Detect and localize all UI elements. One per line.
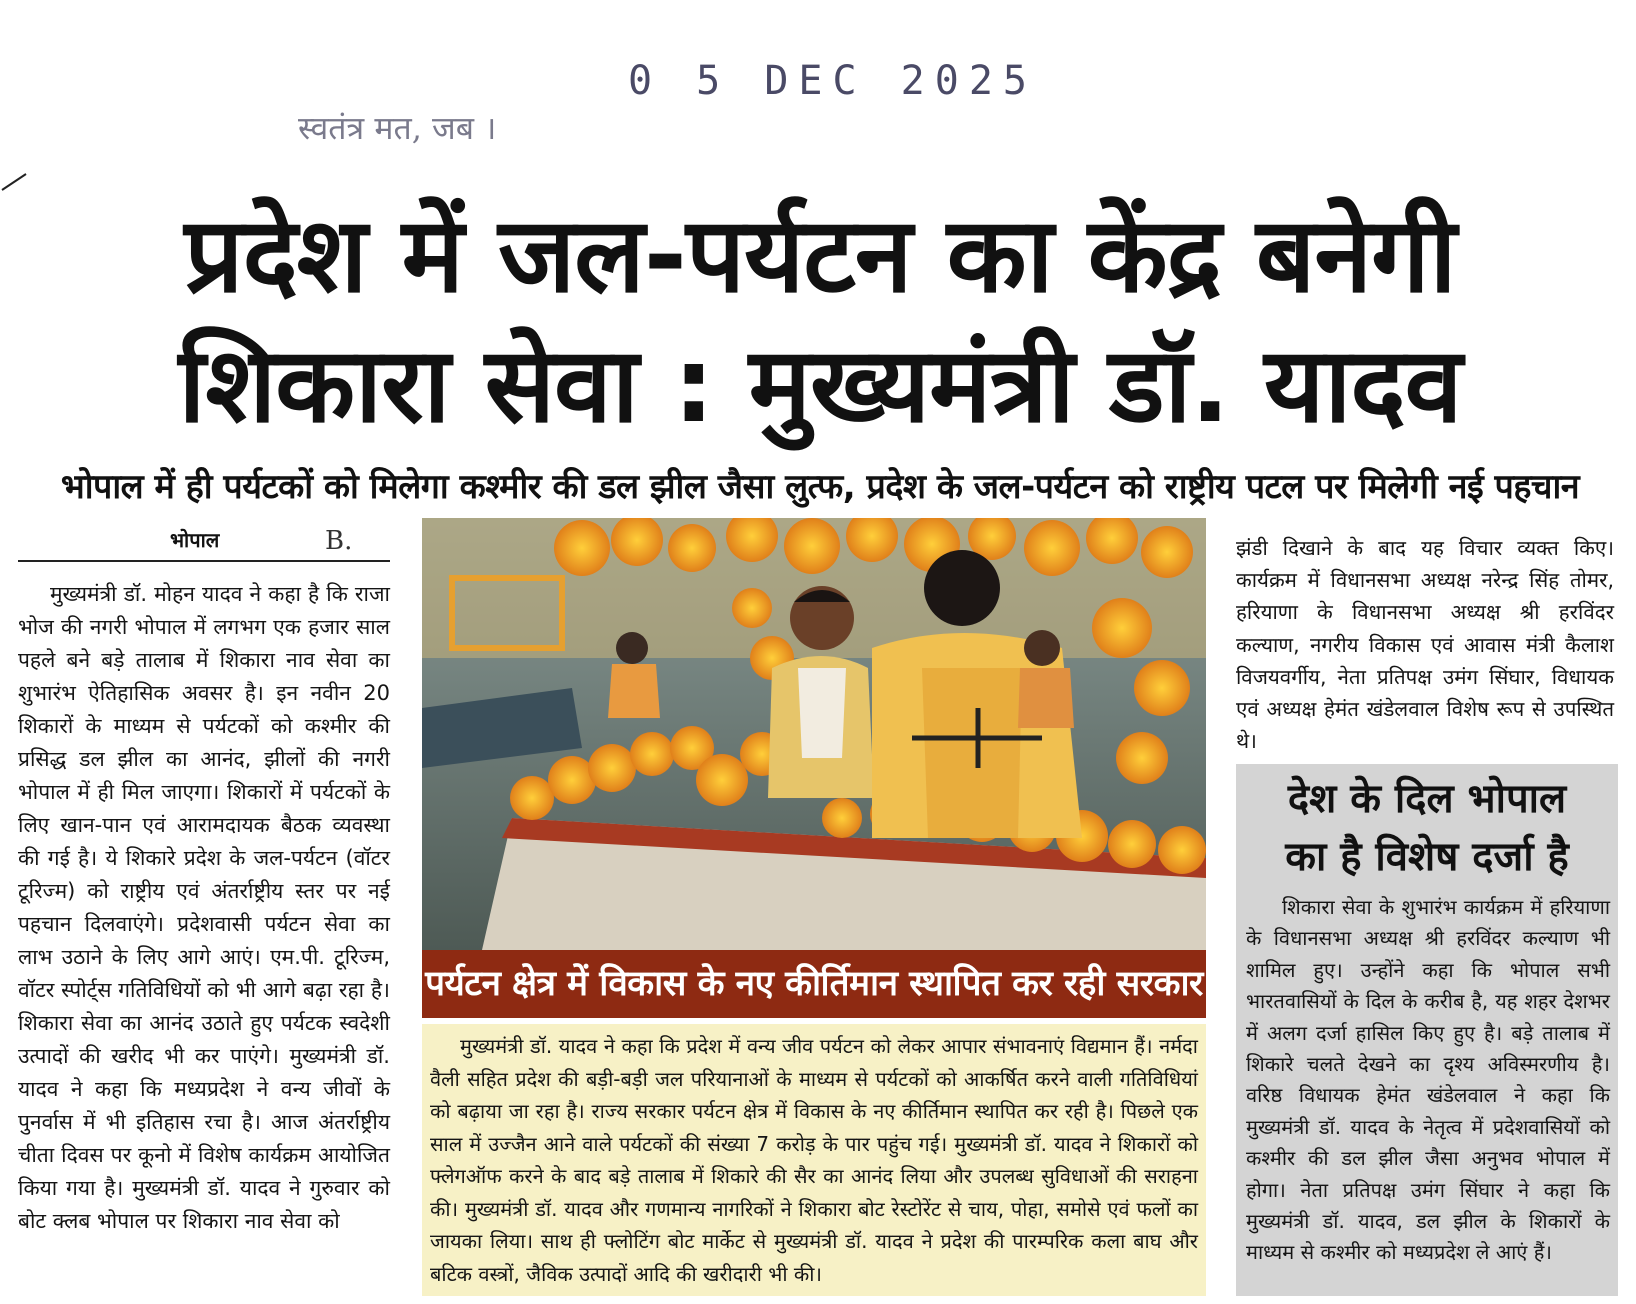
- date-stamp: 0 5 DEC 2025: [628, 58, 1037, 104]
- photo-caption-banner: पर्यटन क्षेत्र में विकास के नए कीर्तिमान स्थापित कर रही सरकार: [422, 950, 1206, 1018]
- sidebar-box-text-container: [1246, 892, 1610, 1269]
- dateline-place: भोपाल: [170, 528, 220, 552]
- right-column-article: [1236, 532, 1614, 757]
- headline-line-2: शिकारा सेवा : मुख्यमंत्री डॉ. यादव: [178, 324, 1462, 446]
- newspaper-stamp: स्वतंत्र मत, जब ।: [298, 109, 497, 147]
- center-column-text: मुख्यमंत्री डॉ. यादव ने कहा कि प्रदेश में वन्य जीव पर्यटन को लेकर आपार संभावनाएं विद्यमान हैं। नर्मदा वैली सहित प्रदेश की बड़ी-बड़ी जल परियानाओं के माध्यम से पर्यटकों को आकर्षित करने वाली गतिविधियां को बढ़ाया जा रहा है। राज्य सरकार पर्यटन क्षेत्र में विकास के नए कीर्तिमान स्थापित कर रही है। पिछले एक साल में उज्जैन आने वाले पर्यटकों की संख्या 7 करोड़ के पार पहुंच गई। मुख्यमंत्री डॉ. यादव ने शिकारों को फ्लेगऑफ करने के बाद बड़े तालाब में शिकारे की सैर का आनंद लिया और उपलब्ध सुविधाओं की सराहना की। मुख्यमंत्री डॉ. यादव और गणमान्य नागरिकों ने शिकारा बोट रेस्टोरेंट से चाय, पोहा, समोसे एवं फलों का जायका लिया। साथ ही फ्लोटिंग बोट मार्केट से मुख्यमंत्री डॉ. यादव ने प्रदेश की पारम्परिक कला बाघ और बटिक वस्त्रों, जैविक उत्पादों आदि की खरीदारी भी की।: [430, 1034, 1198, 1286]
- event-photo: [422, 518, 1206, 950]
- left-column-article: [18, 578, 390, 1238]
- dateline-handwritten-mark: B.: [325, 526, 353, 556]
- subheadline: भोपाल में ही पर्यटकों को मिलेगा कश्मीर की डल झील जैसा लुत्फ, प्रदेश के जल-पर्यटन को राष्ट्रीय पटल पर मिलेगी नई पहचान: [60, 467, 1580, 507]
- sidebar-box-heading: [1236, 770, 1618, 886]
- photo-illustration: [422, 518, 1206, 950]
- headline-line-1: प्रदेश में जल-पर्यटन का केंद्र बनेगी: [184, 194, 1456, 316]
- left-column-text: मुख्यमंत्री डॉ. मोहन यादव ने कहा है कि राजा भोज की नगरी भोपाल में लगभग एक हजार साल पहले बने बड़े तालाब में शिकारा नाव सेवा का शुभारंभ ऐतिहासिक अवसर है। इन नवीन 20 शिकारों के माध्यम से पर्यटकों को कश्मीर की प्रसिद्ध डल झील का आनंद, झीलों की नगरी भोपाल में ही मिल जाएगा। शिकारों में पर्यटकों के लिए खान-पान एवं आरामदायक बैठक व्यवस्था की गई है। ये शिकारे प्रदेश के जल-पर्यटन (वॉटर टूरिज्म) को राष्ट्रीय एवं अंतर्राष्ट्रीय स्तर पर नई पहचान दिलवाएंगे। प्रदेशवासी पर्यटन सेवा का लाभ उठाने के लिए आगे आएं। एम.पी. टूरिज्म, वॉटर स्पोर्ट्स गतिविधियों को भी आगे बढ़ा रहा है। शिकारा सेवा का आनंद उठाते हुए पर्यटक स्वदेशी उत्पादों की खरीद भी कर पाएंगे। मुख्यमंत्री डॉ. यादव ने कहा कि मध्यप्रदेश ने वन्य जीवों के पुनर्वास में भी इतिहास रचा है। आज अंतर्राष्ट्रीय चीता दिवस पर कूनो में विशेष कार्यक्रम आयोजित किया गया है। मुख्यमंत्री डॉ. यादव ने गुरुवार को बोट क्लब भोपाल पर शिकारा नाव सेवा को: [18, 582, 390, 1233]
- right-column-text: झंडी दिखाने के बाद यह विचार व्यक्त किए। कार्यक्रम में विधानसभा अध्यक्ष नरेन्द्र सिंह तोमर, हरियाणा के विधानसभा अध्यक्ष श्री हरविंदर कल्याण, नगरीय विकास एवं आवास मंत्री कैलाश विजयवर्गीय, नेता प्रतिपक्ष उमंग सिंघार, विधायक एवं अध्यक्ष हेमंत खंडेलवाल विशेष रूप से उपस्थित थे।: [1236, 536, 1614, 754]
- dateline-divider: [18, 560, 390, 562]
- sidebar-heading-line-1: देश के दिल भोपाल: [1287, 776, 1567, 822]
- center-article-box: [422, 1024, 1206, 1296]
- sidebar-box-text: शिकारा सेवा के शुभारंभ कार्यक्रम में हरियाणा के विधानसभा अध्यक्ष श्री हरविंदर कल्याण भी शामिल हुए। उन्होंने कहा कि भोपाल सभी भारतवासियों के दिल के करीब है, यह शहर देशभर में अलग दर्जा हासिल किए हुए है। बड़े तालाब में शिकारे चलते देखने का दृश्य अविस्मरणीय है। वरिष्ठ विधायक हेमंत खंडेलवाल ने कहा कि मुख्यमंत्री डॉ. यादव के नेतृत्व में प्रदेशवासियों को कश्मीर की डल झील जैसा अनुभव भोपाल में होगा। नेता प्रतिपक्ष उमंग सिंघार ने कहा कि मुख्यमंत्री डॉ. यादव, डल झील के शिकारों के माध्यम से कश्मीर को मध्यप्रदेश ले आएं हैं।: [1246, 895, 1610, 1265]
- sidebar-heading-line-2: का है विशेष दर्जा है: [1285, 834, 1569, 880]
